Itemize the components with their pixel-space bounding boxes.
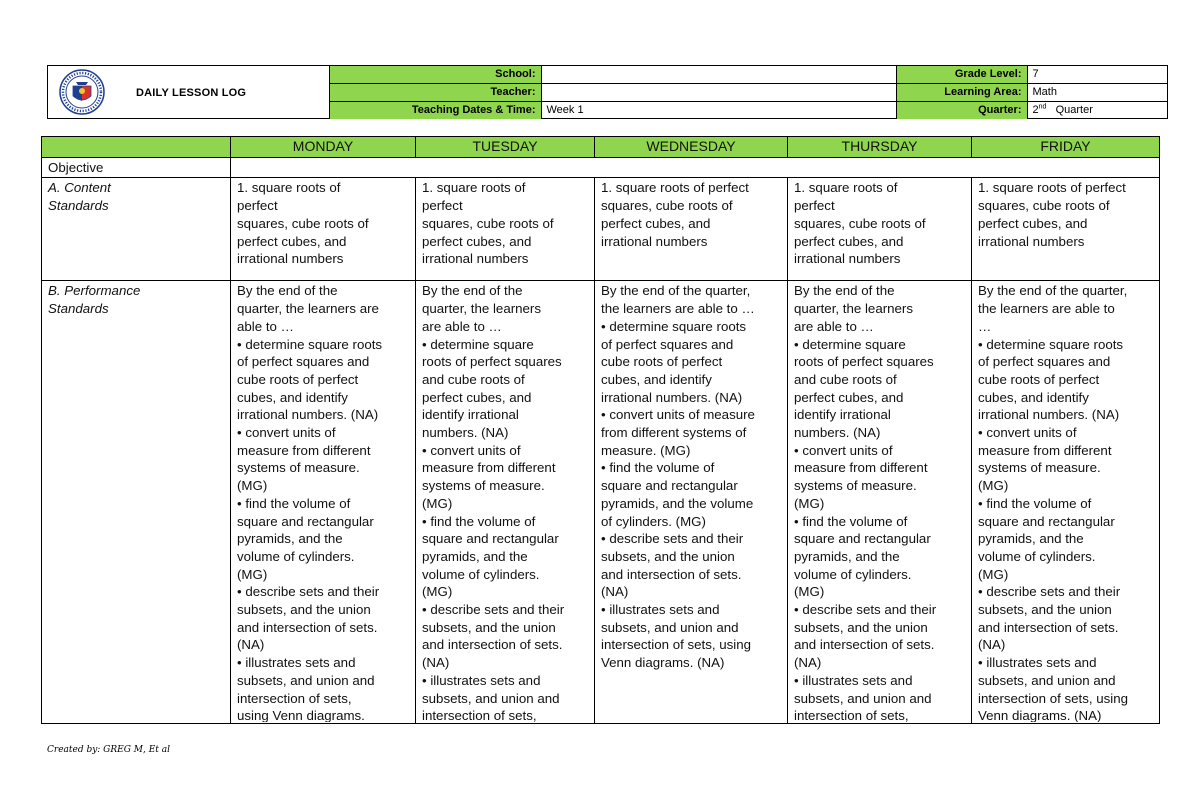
day-header-tuesday: TUESDAY — [416, 137, 595, 158]
objective-cell[interactable] — [231, 157, 1160, 178]
performance-standards-row — [42, 281, 1160, 724]
performance-wednesday[interactable]: By the end of the quarter, the learners are able to … • determine square roots of perfect squares and cube roots of perfect cubes, and identify irrational numbers. (NA) • convert units of measure from different systems of measure. (MG) • find the volume of square and rectangular pyramids, and the volume of cylinders. (MG) • describe sets and their subsets, and the union and intersection of sets. (NA) • illustrates sets and subsets, and union and intersection of sets, using Venn diagrams. (NA) — [601, 283, 755, 671]
quarter-word: Quarter — [1055, 104, 1093, 116]
school-label: School: — [330, 66, 541, 84]
content-thursday[interactable]: 1. square roots of perfect squares, cube roots of perfect cubes, and irrational numbers — [788, 178, 972, 281]
logo-cell — [48, 66, 330, 118]
day-header-thursday: THURSDAY — [788, 137, 972, 158]
performance-thursday[interactable]: By the end of the quarter, the learners are able to … • determine square roots of perfect squares and cube roots of perfect cubes, and identify irrational numbers. (NA) • convert units of measure from different systems of measure. (MG) • find the volume of square and rectangular pyramids, and the volume of cylinders. (MG) • describe sets and their subsets, and the union and intersection of sets. (NA) • illustrates sets and subsets, and union and intersection of sets, — [794, 283, 937, 723]
deped-seal-icon — [59, 69, 105, 115]
objective-row — [42, 157, 1160, 178]
performance-monday[interactable]: By the end of the quarter, the learners are able to … • determine square roots of perfect squares and cube roots of perfect cubes, and identify irrational numbers. (NA) • convert units of measure from different systems of measure. (MG) • find the volume of square and rectangular pyramids, and the volume of cylinders. (MG) • describe sets and their subsets, and the union and intersection of sets. (NA) • illustrates sets and subsets, and union and intersection of sets, using Venn diagrams. — [237, 283, 383, 723]
document-title: DAILY LESSON LOG — [136, 87, 247, 99]
day-header-row — [42, 137, 1160, 158]
learning-area-label: Learning Area: — [896, 84, 1027, 102]
quarter-suffix: nd — [1038, 103, 1047, 111]
content-wednesday[interactable]: 1. square roots of perfect squares, cube roots of perfect cubes, and irrational numbers — [595, 178, 788, 281]
lesson-log-table — [41, 136, 1159, 724]
grade-level-label: Grade Level: — [896, 66, 1027, 84]
quarter-label: Quarter: — [896, 102, 1027, 120]
content-standards-label: A. Content Standards — [42, 178, 231, 281]
day-header-monday: MONDAY — [231, 137, 416, 158]
grade-level-field[interactable]: 7 — [1027, 66, 1167, 84]
created-by-footer: Created by: GREG M, Et al — [47, 745, 170, 755]
performance-standards-label: B. Performance Standards — [48, 283, 141, 317]
teaching-dates-label: Teaching Dates & Time: — [330, 102, 541, 120]
performance-friday[interactable]: By the end of the quarter, the learners are able to … • determine square roots of perfect squares and cube roots of perfect cubes, and identify irrational numbers. (NA) • convert units of measure from different systems of measure. (MG) • find the volume of square and rectangular pyramids, and the volume of cylinders. (MG) • describe sets and their subsets, and the union and intersection of sets. (NA) • illustrates sets and subsets, and union and intersection of sets, using Venn diagrams. (NA) — [978, 283, 1129, 723]
header-info-grid — [330, 66, 1167, 118]
learning-area-field[interactable]: Math — [1027, 84, 1167, 102]
objective-label: Objective — [42, 157, 231, 178]
content-monday[interactable]: 1. square roots of perfect squares, cube roots of perfect cubes, and irrational numbers — [231, 178, 416, 281]
content-standards-row — [42, 178, 1160, 281]
teaching-dates-field[interactable]: Week 1 — [541, 102, 896, 120]
content-friday[interactable]: 1. square roots of perfect squares, cube roots of perfect cubes, and irrational numbers — [972, 178, 1160, 281]
quarter-field[interactable] — [1027, 102, 1167, 120]
corner-cell — [42, 137, 231, 158]
teacher-field[interactable] — [541, 84, 896, 102]
teacher-label: Teacher: — [330, 84, 541, 102]
day-header-wednesday: WEDNESDAY — [595, 137, 788, 158]
school-field[interactable] — [541, 66, 896, 84]
quarter-number: 2 — [1032, 104, 1039, 116]
lesson-log-header — [47, 65, 1168, 119]
performance-tuesday[interactable]: By the end of the quarter, the learners are able to … • determine square roots of perfect squares and cube roots of perfect cubes, and identify irrational numbers. (NA) • convert units of measure from different systems of measure. (MG) • find the volume of square and rectangular pyramids, and the volume of cylinders. (MG) • describe sets and their subsets, and the union and intersection of sets. (NA) • illustrates sets and subsets, and union and intersection of sets, — [422, 283, 565, 723]
content-tuesday[interactable]: 1. square roots of perfect squares, cube roots of perfect cubes, and irrational numbers — [416, 178, 595, 281]
day-header-friday: FRIDAY — [972, 137, 1160, 158]
